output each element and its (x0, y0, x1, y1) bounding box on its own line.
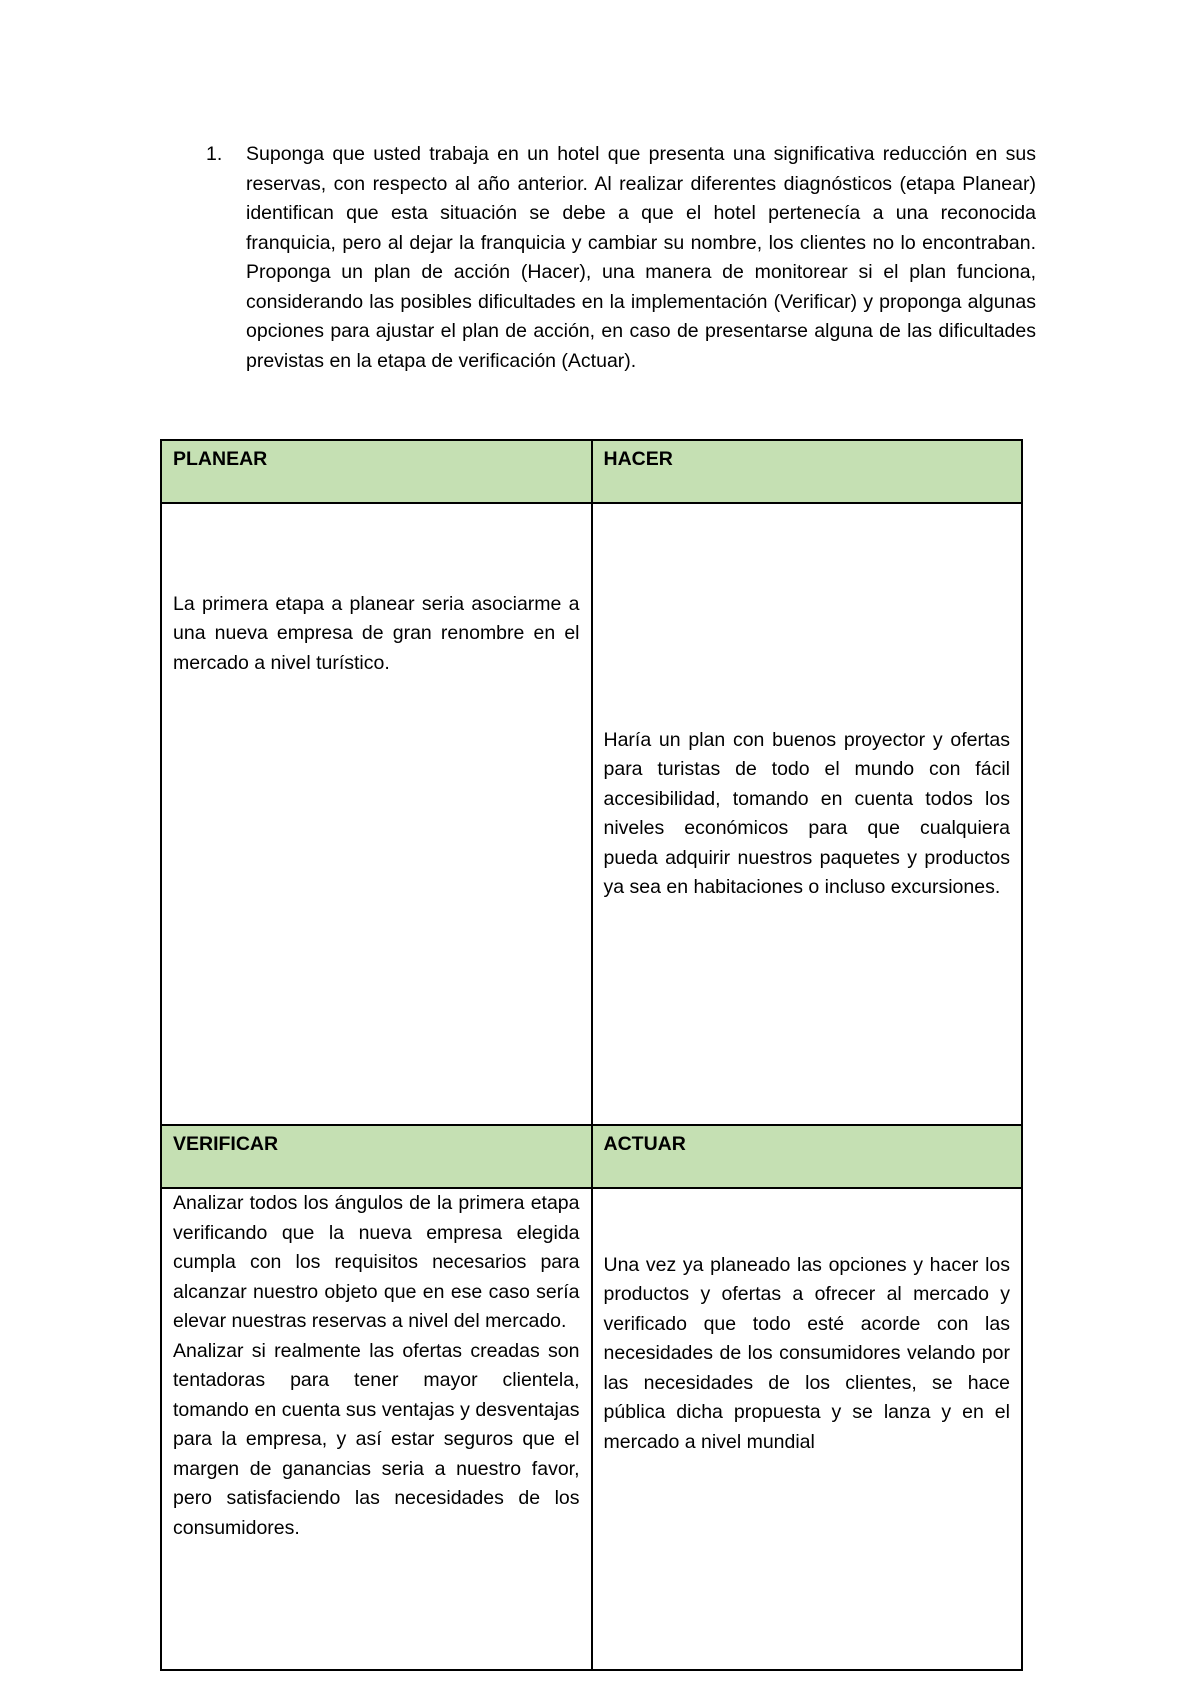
pdca-table (160, 439, 1023, 1671)
table-row-top (161, 503, 1022, 1125)
hacer-cell-content (604, 504, 1011, 1124)
question-number: 1. (206, 143, 223, 165)
table-header-row-top (161, 440, 1022, 503)
verificar-cell-content (173, 1189, 580, 1543)
planear-text: La primera etapa a planear seria asociarme a una nueva empresa de gran renombre en el mercado a nivel turístico. (173, 592, 580, 674)
planear-cell-content (173, 504, 580, 764)
verificar-cell (161, 1188, 592, 1670)
actuar-text: Una vez ya planeado las opciones y hacer los productos y ofertas a ofrecer al mercado y verificado que todo esté acorde con las necesidades de los consumidores velando por las necesidades de los clientes, se hace pública dicha propuesta y se lanza y en el mercado a nivel mundial (603, 1253, 1010, 1453)
verificar-paragraph-1: Analizar todos los ángulos de la primera etapa verificando que la nueva empresa elegida cumpla con los requisitos necesarios para alcanzar nuestro objeto que en ese caso sería elevar nuestras reservas a nivel del mercado. (173, 1192, 580, 1332)
table-row-bottom (161, 1188, 1022, 1670)
question-item (206, 140, 1036, 376)
verificar-paragraph-2: Analizar si realmente las ofertas creadas son tentadoras para tener mayor clientela, tomando en cuenta sus ventajas y desventajas para la empresa, y así estar seguros que el margen de ganancias seria a nuestro favor, pero satisfaciendo las necesidades de los consumidores. (173, 1339, 580, 1539)
actuar-header: ACTUAR (592, 1125, 1023, 1188)
verificar-header: VERIFICAR (161, 1125, 592, 1188)
actuar-cell-content (604, 1189, 1011, 1519)
planear-cell (161, 503, 592, 1125)
planear-header: PLANEAR (161, 440, 592, 503)
question-text: Suponga que usted trabaja en un hotel que presenta una significativa reducción en sus reservas, con respecto al año anterior. Al realizar diferentes diagnósticos (etapa Planear) identifican que esta situación se debe a que el hotel pertenecía a una reconocida franquicia, pero al dejar la franquicia y cambiar su nombre, los clientes no lo encontraban. Proponga un plan de acción (Hacer), una manera de monitorear si el plan funciona, considerando las posibles dificultades en la implementación (Verificar) y proponga algunas opciones para ajustar el plan de acción, en caso de presentarse alguna de las dificultades previstas en la etapa de verificación (Actuar). (246, 143, 1036, 372)
hacer-text: Haría un plan con buenos proyector y ofertas para turistas de todo el mundo con fácil accesibilidad, tomando en cuenta todos los niveles económicos para que cualquiera pueda adquirir nuestros paquetes y productos ya sea en habitaciones o incluso excursiones. (603, 728, 1010, 898)
hacer-header: HACER (592, 440, 1023, 503)
hacer-cell (592, 503, 1023, 1125)
actuar-cell (592, 1188, 1023, 1670)
table-header-row-bottom (161, 1125, 1022, 1188)
